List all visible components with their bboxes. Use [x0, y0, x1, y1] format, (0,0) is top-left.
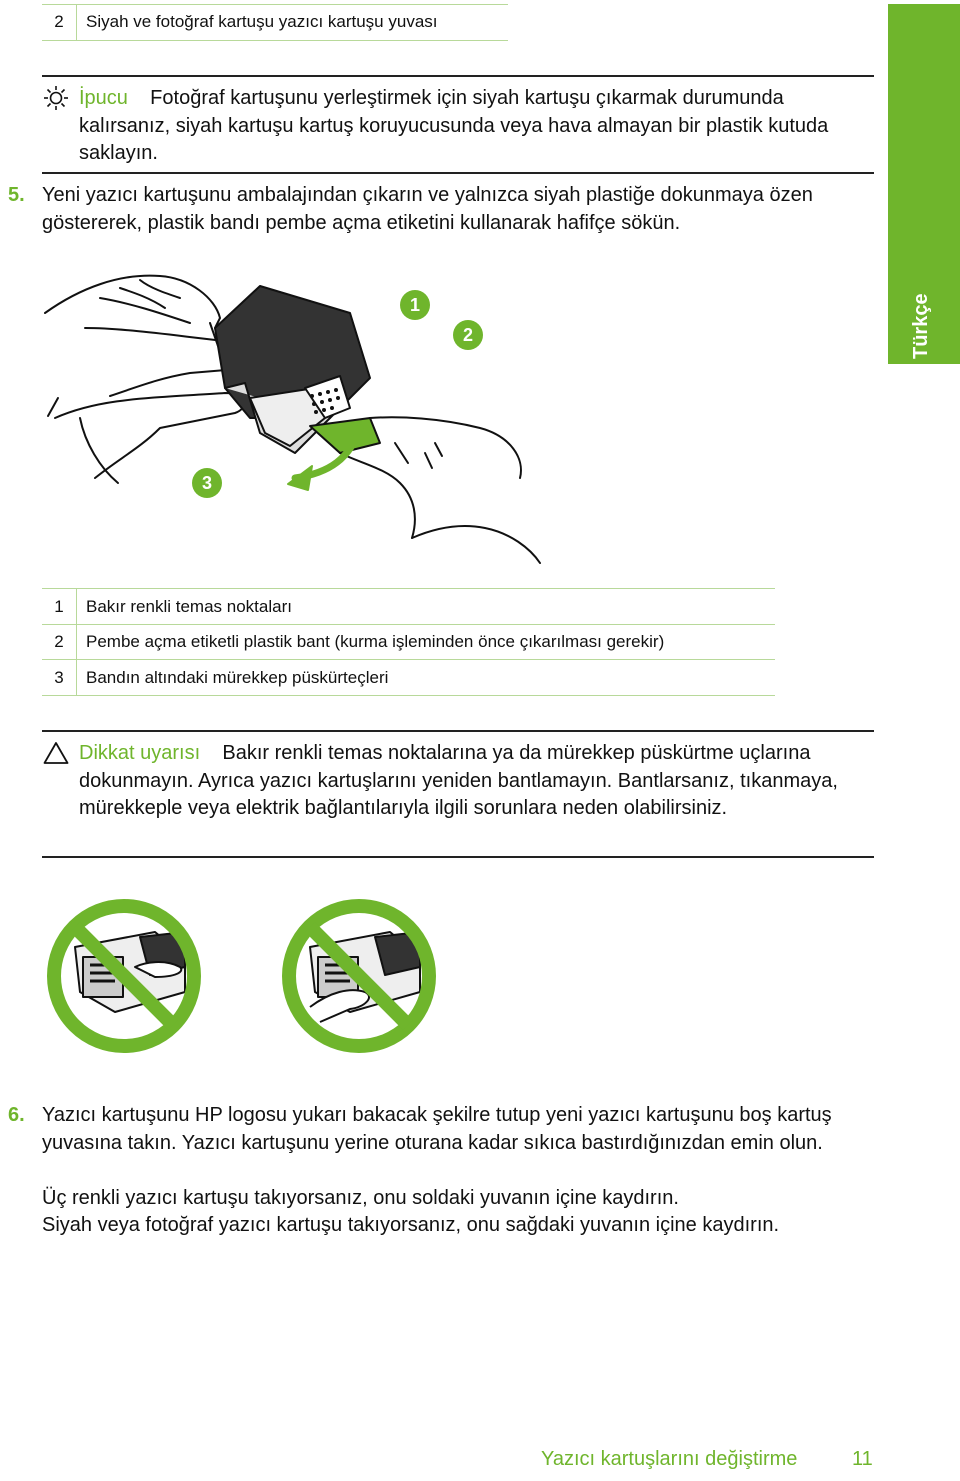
step-5-number: 5.	[8, 184, 25, 206]
legend-top-border	[42, 588, 775, 589]
tip-paragraph	[79, 85, 879, 168]
legend-row-3-number: 3	[54, 668, 64, 687]
language-label: Türkçe	[910, 293, 932, 359]
table-row-number: 2	[54, 12, 64, 31]
legend-row-2-number: 2	[54, 632, 64, 651]
caution-top-rule	[42, 730, 874, 732]
table-bottom-border	[42, 40, 508, 41]
step-6-number: 6.	[8, 1104, 25, 1126]
language-side-tab	[888, 4, 960, 364]
footer-page-number: 11	[852, 1448, 873, 1470]
legend-row-separator	[42, 624, 775, 625]
legend-row-separator	[42, 659, 775, 660]
lightbulb-icon	[43, 85, 69, 111]
cartridge-tape-removal-illustration	[40, 268, 560, 568]
callout-1: 1	[400, 290, 430, 320]
tip-label: İpucu	[79, 87, 128, 109]
tip-top-rule	[42, 75, 874, 77]
legend-row-1-number: 1	[54, 597, 64, 616]
do-not-touch-contacts-icon	[45, 897, 203, 1055]
callout-3: 3	[192, 468, 222, 498]
step-6-text: Yazıcı kartuşunu HP logosu yukarı bakacak şekilre tutup yeni yazıcı kartuşunu boş kartuş yuvasına takın. Yazıcı kartuşunu yerine oturana kadar sıkıca bastırdığınızdan emin olun.	[42, 1104, 832, 1154]
legend-row-1-text: Bakır renkli temas noktaları	[86, 597, 292, 616]
tip-text: Fotoğraf kartuşunu yerleştirmek için siyah kartuşu çıkarmak durumunda kalırsanız, siyah kartuşu kartuş koruyucusunda veya hava almayan bir plastik kutuda saklayın.	[79, 87, 829, 164]
warning-triangle-icon	[43, 741, 69, 765]
callout-2: 2	[453, 320, 483, 350]
legend-row-3-text: Bandın altındaki mürekkep püskürteçleri	[86, 668, 389, 687]
table-row-text: Siyah ve fotoğraf kartuşu yazıcı kartuşu yuvası	[86, 12, 438, 31]
step-6-line-right-slot: Siyah veya fotoğraf yazıcı kartuşu takıyorsanız, onu sağdaki yuvanın içine kaydırın.	[42, 1214, 780, 1236]
caution-label: Dikkat uyarısı	[79, 742, 201, 764]
tip-bottom-rule	[42, 172, 874, 174]
table-top-border	[42, 4, 508, 5]
caution-text: Bakır renkli temas noktalarına ya da mürekkep püskürtme uçlarına dokunmayın. Ayrıca yazıcı kartuşlarını yeniden bantlamayın. Bantlarsanız, tıkanmaya, mürekkeple veya elektrik bağlantılarıyla ilgili sorunlara neden olabilirsiniz.	[79, 742, 838, 819]
do-not-touch-nozzles-icon	[280, 897, 438, 1055]
step-5-text: Yeni yazıcı kartuşunu ambalajından çıkarın ve yalnızca siyah plastiğe dokunmaya özen göstererek, plastik bandı pembe açma etiketini kullanarak hafifçe sökün.	[42, 184, 813, 234]
legend-divider	[76, 588, 77, 695]
step-6-line-left-slot: Üç renkli yazıcı kartuşu takıyorsanız, onu soldaki yuvanın içine kaydırın.	[42, 1187, 679, 1209]
table-divider	[76, 4, 77, 40]
caution-paragraph	[79, 740, 879, 823]
footer-section-title: Yazıcı kartuşlarını değiştirme	[541, 1448, 798, 1470]
legend-row-2-text: Pembe açma etiketli plastik bant (kurma işleminden önce çıkarılması gerekir)	[86, 632, 665, 651]
legend-bottom-border	[42, 695, 775, 696]
caution-bottom-rule	[42, 856, 874, 858]
